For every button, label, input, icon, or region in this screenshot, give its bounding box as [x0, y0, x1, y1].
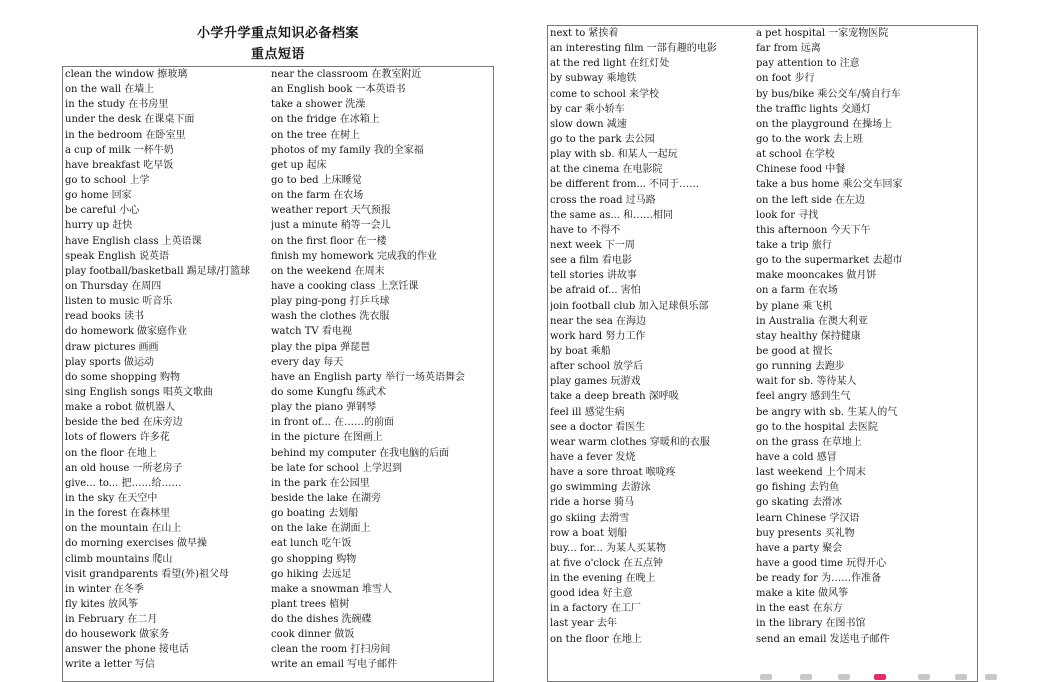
phrase-row: play games 玩游戏: [550, 376, 641, 388]
phrase-row: on the fridge 在冰箱上: [271, 114, 380, 126]
phrase-column-left-b: [271, 67, 493, 673]
phrase-row: cross the road 过马路: [550, 194, 656, 206]
phrase-row: in the sky 在天空中: [65, 492, 158, 504]
toolbar-icon[interactable]: [760, 674, 772, 680]
phrase-row: in February 在二月: [65, 614, 158, 626]
phrase-row: be ready for 为……作准备: [756, 573, 882, 585]
phrase-row: in front of... 在……的前面: [271, 417, 395, 429]
phrase-row: make mooncakes 做月饼: [756, 270, 877, 282]
phrase-row: buy... for... 为某人买某物: [550, 542, 666, 554]
phrase-row: hurry up 赶快: [65, 220, 133, 232]
phrase-row: on foot 步行: [756, 73, 815, 85]
phrase-row: play ping-pong 打乒乓球: [271, 296, 390, 308]
phrase-row: wash the clothes 洗衣服: [271, 311, 390, 323]
phrase-row: look for 寻找: [756, 209, 819, 221]
phrase-row: do morning exercises 做早操: [65, 538, 207, 550]
phrase-row: a cup of milk 一杯牛奶: [65, 144, 174, 156]
phrase-row: have a cooking class 上烹饪课: [271, 280, 419, 292]
phrase-row: in the park 在公园里: [271, 477, 370, 489]
phrase-row: go hiking 去远足: [271, 568, 352, 580]
phrase-row: at five o'clock 在五点钟: [550, 557, 664, 569]
phrase-row: take a bus home 乘公交车回家: [756, 179, 903, 191]
toolbar-icon[interactable]: [918, 674, 930, 680]
phrase-column-right-b: [756, 26, 976, 647]
phrase-row: an old house 一所老房子: [65, 462, 183, 474]
phrase-row: have to 不得不: [550, 224, 621, 236]
phrase-row: row a boat 划船: [550, 527, 628, 539]
phrase-row: beside the lake 在湖旁: [271, 492, 382, 504]
phrase-row: at school 在学校: [756, 149, 835, 161]
phrase-row: at the red light 在红灯处: [550, 58, 670, 70]
phrase-row: have an English party 举行一场英语舞会: [271, 371, 466, 383]
phrase-row: get up 起床: [271, 159, 327, 171]
phrase-row: on the farm 在农场: [271, 190, 364, 202]
phrase-row: in the forest 在森林里: [65, 508, 171, 520]
phrase-row: play sports 做运动: [65, 356, 155, 368]
phrase-column-right-a: [550, 26, 754, 647]
phrase-row: go running 去跑步: [756, 361, 845, 373]
phrase-row: beside the bed 在床旁边: [65, 417, 183, 429]
section-subtitle: 重点短语: [250, 47, 305, 62]
phrase-row: by subway 乘地铁: [550, 73, 637, 85]
phrase-row: on the first floor 在一楼: [271, 235, 387, 247]
phrase-row: go to the park 去公园: [550, 133, 655, 145]
phrase-row: on the mountain 在山上: [65, 523, 182, 535]
phrase-row: in Australia 在澳大利亚: [756, 315, 868, 327]
phrase-row: behind my computer 在我电脑的后面: [271, 447, 450, 459]
phrase-row: ride a horse 骑马: [550, 497, 635, 509]
phrase-row: go to the supermarket 去超市: [756, 255, 903, 267]
phrase-row: write an email 写电子邮件: [271, 659, 398, 671]
phrase-row: take a shower 洗澡: [271, 99, 366, 111]
phrase-row: in the picture 在图画上: [271, 432, 383, 444]
phrase-row: go skiing 去滑雪: [550, 512, 630, 524]
phrase-row: be late for school 上学迟到: [271, 462, 403, 474]
phrase-row: on the tree 在树上: [271, 129, 361, 141]
phrase-row: take a trip 旅行: [756, 239, 832, 251]
phrase-row: have a good time 玩得开心: [756, 557, 887, 569]
phrase-row: wait for sb. 等待某人: [756, 376, 857, 388]
phrase-row: on the wall 在墙上: [65, 84, 155, 96]
phrase-row: finish my homework 完成我的作业: [271, 250, 437, 262]
phrase-row: draw pictures 画画: [65, 341, 159, 353]
phrase-row: feel angry 感到生气: [756, 391, 851, 403]
phrase-row: wear warm clothes 穿暖和的衣服: [550, 436, 710, 448]
phrase-row: listen to music 听音乐: [65, 296, 173, 308]
phrase-row: feel ill 感觉生病: [550, 406, 625, 418]
phrase-row: answer the phone 接电话: [65, 644, 189, 656]
phrase-row: go to the hospital 去医院: [756, 421, 878, 433]
phrase-row: in the library 在图书馆: [756, 618, 866, 630]
phrase-row: weather report 天气预报: [271, 205, 391, 217]
phrase-row: be angry with sb. 生某人的气: [756, 406, 898, 418]
phrase-row: clean the room 打扫房间: [271, 644, 391, 656]
phrase-row: after school 放学后: [550, 361, 644, 373]
phrase-row: play the pipa 弹琵琶: [271, 341, 371, 353]
phrase-row: play the piano 弹钢琴: [271, 402, 377, 414]
phrase-row: play with sb. 和某人一起玩: [550, 149, 678, 161]
phrase-row: on the lake 在湖面上: [271, 523, 371, 535]
phrase-row: this afternoon 今天下午: [756, 224, 871, 236]
phrase-row: learn Chinese 学汉语: [756, 512, 860, 524]
phrase-row: in winter 在冬季: [65, 583, 144, 595]
phrase-row: be different from... 不同于……: [550, 179, 700, 191]
phrase-table-right: [547, 25, 978, 682]
toolbar-icon[interactable]: [985, 674, 997, 680]
phrase-row: in a factory 在工厂: [550, 603, 641, 615]
phrase-row: stay healthy 保持健康: [756, 330, 861, 342]
phrase-row: do homework 做家庭作业: [65, 326, 188, 338]
phrase-row: make a kite 做风筝: [756, 588, 849, 600]
phrase-row: Chinese food 中餐: [756, 164, 846, 176]
phrase-row: an interesting film 一部有趣的电影: [550, 43, 717, 55]
phrase-row: read books 读书: [65, 311, 145, 323]
phrase-row: on the left side 在左边: [756, 194, 866, 206]
page-title: 小学升学重点知识必备档案: [196, 26, 359, 41]
phrase-row: lots of flowers 许多花: [65, 432, 170, 444]
phrase-row: by bus/bike 乘公交车/骑自行车: [756, 88, 901, 100]
phrase-row: speak English 说英语: [65, 250, 169, 262]
phrase-row: see a doctor 看医生: [550, 421, 646, 433]
phrase-row: good idea 好主意: [550, 588, 633, 600]
toolbar-icon[interactable]: [838, 674, 850, 680]
phrase-row: have breakfast 吃早饭: [65, 159, 174, 171]
phrase-row: make a robot 做机器人: [65, 402, 176, 414]
phrase-row: near the classroom 在教室附近: [271, 69, 422, 80]
phrase-row: have a party 聚会: [756, 542, 843, 554]
phrase-row: do the dishes 洗碗碟: [271, 614, 372, 626]
toolbar-icon-highlight[interactable]: [874, 674, 886, 680]
phrase-row: go home 回家: [65, 190, 132, 202]
phrase-row: in the study 在书房里: [65, 99, 169, 111]
phrase-row: give... to... 把……给……: [65, 477, 182, 489]
phrase-row: have English class 上英语课: [65, 235, 202, 247]
phrase-row: have a cold 感冒: [756, 451, 837, 463]
phrase-row: on the floor 在地上: [550, 633, 642, 645]
phrase-row: do some Kungfu 练武术: [271, 386, 387, 398]
phrase-row: on the grass 在草地上: [756, 436, 862, 448]
phrase-row: climb mountains 爬山: [65, 553, 173, 565]
phrase-row: fly kites 放风筝: [65, 598, 139, 610]
phrase-row: every day 每天: [271, 356, 344, 368]
phrase-row: slow down 减速: [550, 118, 627, 130]
phrase-row: by plane 乘飞机: [756, 300, 833, 312]
phrase-row: go swimming 去游泳: [550, 482, 651, 494]
phrase-row: be careful 小心: [65, 205, 140, 217]
phrase-row: do housework 做家务: [65, 629, 170, 641]
phrase-row: by car 乘小轿车: [550, 103, 625, 115]
phrase-row: send an email 发送电子邮件: [756, 633, 890, 645]
toolbar-icon[interactable]: [800, 674, 812, 680]
phrase-row: have a sore throat 喉咙疼: [550, 467, 676, 479]
phrase-row: on Thursday 在周四: [65, 280, 162, 292]
phrase-row: watch TV 看电视: [271, 326, 352, 338]
phrase-row: tell stories 讲故事: [550, 270, 637, 282]
phrase-row: by boat 乘船: [550, 345, 611, 357]
phrase-row: on a farm 在农场: [756, 285, 838, 297]
phrase-row: take a deep breath 深呼吸: [550, 391, 679, 403]
phrase-row: near the sea 在海边: [550, 315, 647, 327]
phrase-row: cook dinner 做饭: [271, 629, 355, 641]
phrase-row: on the weekend 在周末: [271, 265, 385, 277]
phrase-row: buy presents 买礼物: [756, 527, 855, 539]
phrase-row: plant trees 植树: [271, 598, 350, 610]
phrase-table-left: [62, 66, 494, 682]
phrase-row: last weekend 上个周末: [756, 467, 866, 479]
phrase-row: see a film 看电影: [550, 255, 632, 267]
phrase-row: on the floor 在地上: [65, 447, 157, 459]
phrase-row: last year 去年: [550, 618, 617, 630]
phrase-row: work hard 努力工作: [550, 330, 646, 342]
phrase-row: at the cinema 在电影院: [550, 164, 663, 176]
phrase-row: photos of my family 我的全家福: [271, 144, 424, 156]
phrase-row: an English book 一本英语书: [271, 84, 406, 96]
phrase-row: do some shopping 购物: [65, 371, 180, 383]
phrase-column-left-a: [65, 67, 269, 673]
phrase-row: go to school 上学: [65, 174, 150, 186]
phrase-row: go shopping 购物: [271, 553, 357, 565]
phrase-row: eat lunch 吃午饭: [271, 538, 352, 550]
page-toolbar-strip[interactable]: [750, 674, 1020, 680]
phrase-row: sing English songs 唱英文歌曲: [65, 386, 213, 398]
phrase-row: be good at 擅长: [756, 345, 833, 357]
phrase-row: come to school 来学校: [550, 88, 660, 100]
phrase-row: a pet hospital 一家宠物医院: [756, 28, 889, 39]
phrase-row: go to the work 去上班: [756, 133, 863, 145]
phrase-row: pay attention to 注意: [756, 58, 860, 70]
phrase-row: be afraid of... 害怕: [550, 285, 641, 297]
phrase-row: visit grandparents 看望(外)祖父母: [65, 568, 229, 580]
phrase-row: play football/basketball 踢足球/打篮球: [65, 265, 251, 277]
phrase-row: under the desk 在课桌下面: [65, 114, 195, 126]
phrase-row: next week 下一周: [550, 239, 635, 251]
phrase-row: have a fever 发烧: [550, 451, 636, 463]
phrase-row: far from 远离: [756, 43, 821, 55]
phrase-row: just a minute 稍等一会儿: [271, 220, 391, 232]
phrase-row: in the bedroom 在卧室里: [65, 129, 186, 141]
phrase-row: in the east 在东方: [756, 603, 843, 615]
phrase-row: go to bed 上床睡觉: [271, 174, 362, 186]
phrase-row: go fishing 去钓鱼: [756, 482, 840, 494]
phrase-row: write a letter 写信: [65, 659, 155, 671]
phrase-row: join football club 加入足球俱乐部: [550, 300, 709, 312]
phrase-row: go skating 去滑冰: [756, 497, 842, 509]
phrase-row: the same as... 和……相同: [550, 209, 674, 221]
toolbar-icon[interactable]: [955, 674, 967, 680]
phrase-row: clean the window 擦玻璃: [65, 69, 188, 80]
phrase-row: go boating 去划船: [271, 508, 359, 520]
phrase-row: in the evening 在晚上: [550, 573, 656, 585]
phrase-row: next to 紧挨着: [550, 28, 619, 39]
phrase-row: the traffic lights 交通灯: [756, 103, 871, 115]
phrase-row: on the playground 在操场上: [756, 118, 893, 130]
phrase-row: make a snowman 堆雪人: [271, 583, 392, 595]
